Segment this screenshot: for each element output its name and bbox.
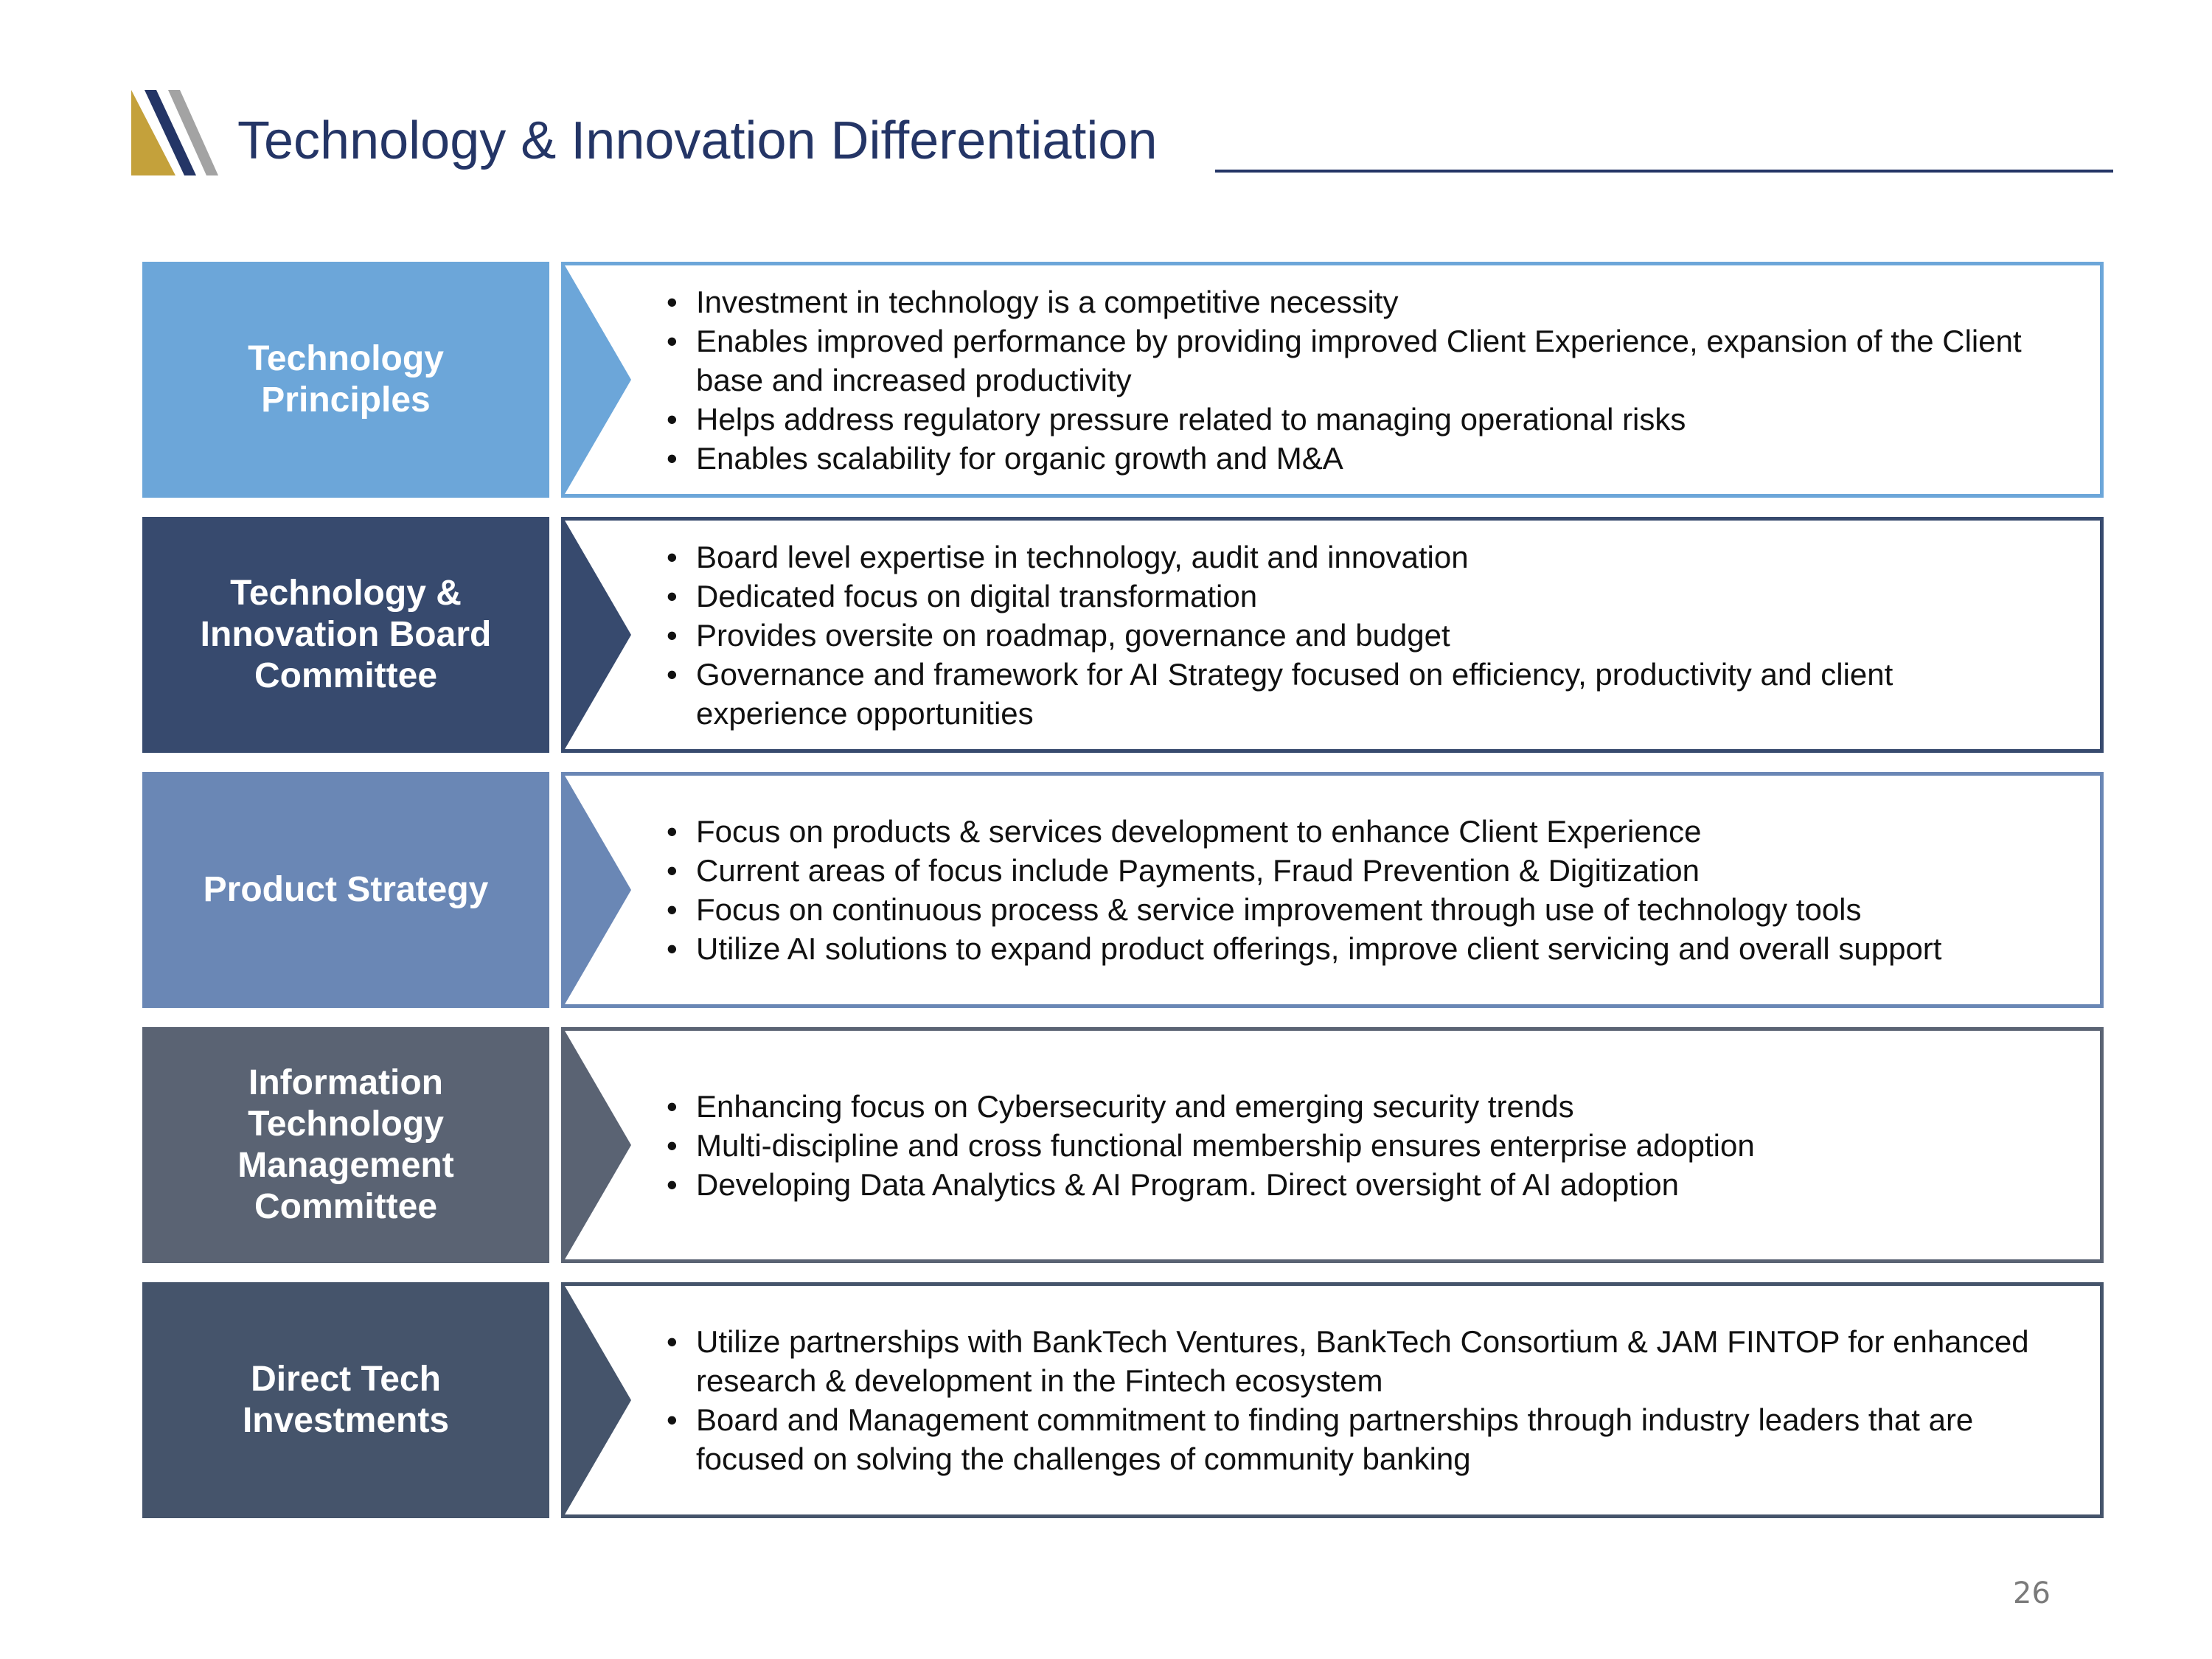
section-content bbox=[561, 772, 2104, 1008]
section-label: Technology & Innovation Board Committee bbox=[142, 517, 549, 753]
title-underline bbox=[1215, 170, 2113, 173]
bullet-item: • Focus on products & services development to enhance Client Experience bbox=[667, 812, 2039, 851]
bullet-list bbox=[565, 1322, 2039, 1478]
bullet-item: • Focus on continuous process & service improvement through use of technology tools bbox=[667, 890, 2039, 929]
bank-chevron-logo-icon bbox=[131, 90, 218, 175]
section-content bbox=[561, 517, 2104, 753]
section-row bbox=[142, 262, 2104, 498]
page-title: Technology & Innovation Differentiation bbox=[237, 111, 1158, 170]
section-content bbox=[561, 1027, 2104, 1263]
page-number: 26 bbox=[2013, 1576, 2051, 1610]
bullet-item: • Enables scalability for organic growth and M&A bbox=[667, 439, 2039, 478]
section-content bbox=[561, 262, 2104, 498]
bullet-list bbox=[565, 282, 2039, 478]
bullet-list bbox=[565, 1087, 2039, 1204]
bullet-item: • Board level expertise in technology, audit and innovation bbox=[667, 538, 2039, 577]
bullet-item: • Enables improved performance by providing improved Client Experience, expansion of the Client base and increased productivity bbox=[667, 321, 2039, 400]
chevron-arrow-icon bbox=[565, 1031, 631, 1259]
chevron-arrow-icon bbox=[565, 265, 631, 494]
section-row bbox=[142, 517, 2104, 753]
bullet-item: • Board and Management commitment to finding partnerships through industry leaders that are focused on solving the challenges of community banking bbox=[667, 1400, 2039, 1478]
section-row bbox=[142, 772, 2104, 1008]
section-label: Product Strategy bbox=[142, 772, 549, 1008]
bullet-item: • Multi-discipline and cross functional membership ensures enterprise adoption bbox=[667, 1126, 2039, 1165]
chevron-arrow-icon bbox=[565, 776, 631, 1004]
chevron-arrow-icon bbox=[565, 1286, 631, 1514]
bullet-item: • Investment in technology is a competitive necessity bbox=[667, 282, 2039, 321]
bullet-item: • Enhancing focus on Cybersecurity and emerging security trends bbox=[667, 1087, 2039, 1126]
section-content bbox=[561, 1282, 2104, 1518]
section-label: Technology Principles bbox=[142, 262, 549, 498]
chevron-arrow-icon bbox=[565, 521, 631, 749]
section-label: Direct Tech Investments bbox=[142, 1282, 549, 1518]
bullet-list bbox=[565, 538, 2039, 733]
bullet-item: • Helps address regulatory pressure related to managing operational risks bbox=[667, 400, 2039, 439]
bullet-item: • Dedicated focus on digital transformation bbox=[667, 577, 2039, 616]
bullet-item: • Utilize partnerships with BankTech Ventures, BankTech Consortium & JAM FINTOP for enhanced research & development in the Fintech ecosystem bbox=[667, 1322, 2039, 1400]
section-row bbox=[142, 1282, 2104, 1518]
bullet-list bbox=[565, 812, 2039, 968]
bullet-item: • Governance and framework for AI Strategy focused on efficiency, productivity and client experience opportunities bbox=[667, 655, 2039, 733]
bullet-item: • Current areas of focus include Payments, Fraud Prevention & Digitization bbox=[667, 851, 2039, 890]
bullet-item: • Utilize AI solutions to expand product offerings, improve client servicing and overall support bbox=[667, 929, 2039, 968]
bullet-item: • Provides oversite on roadmap, governance and budget bbox=[667, 616, 2039, 655]
section-label: Information Technology Management Committee bbox=[142, 1027, 549, 1263]
section-row bbox=[142, 1027, 2104, 1263]
bullet-item: • Developing Data Analytics & AI Program. Direct oversight of AI adoption bbox=[667, 1165, 2039, 1204]
